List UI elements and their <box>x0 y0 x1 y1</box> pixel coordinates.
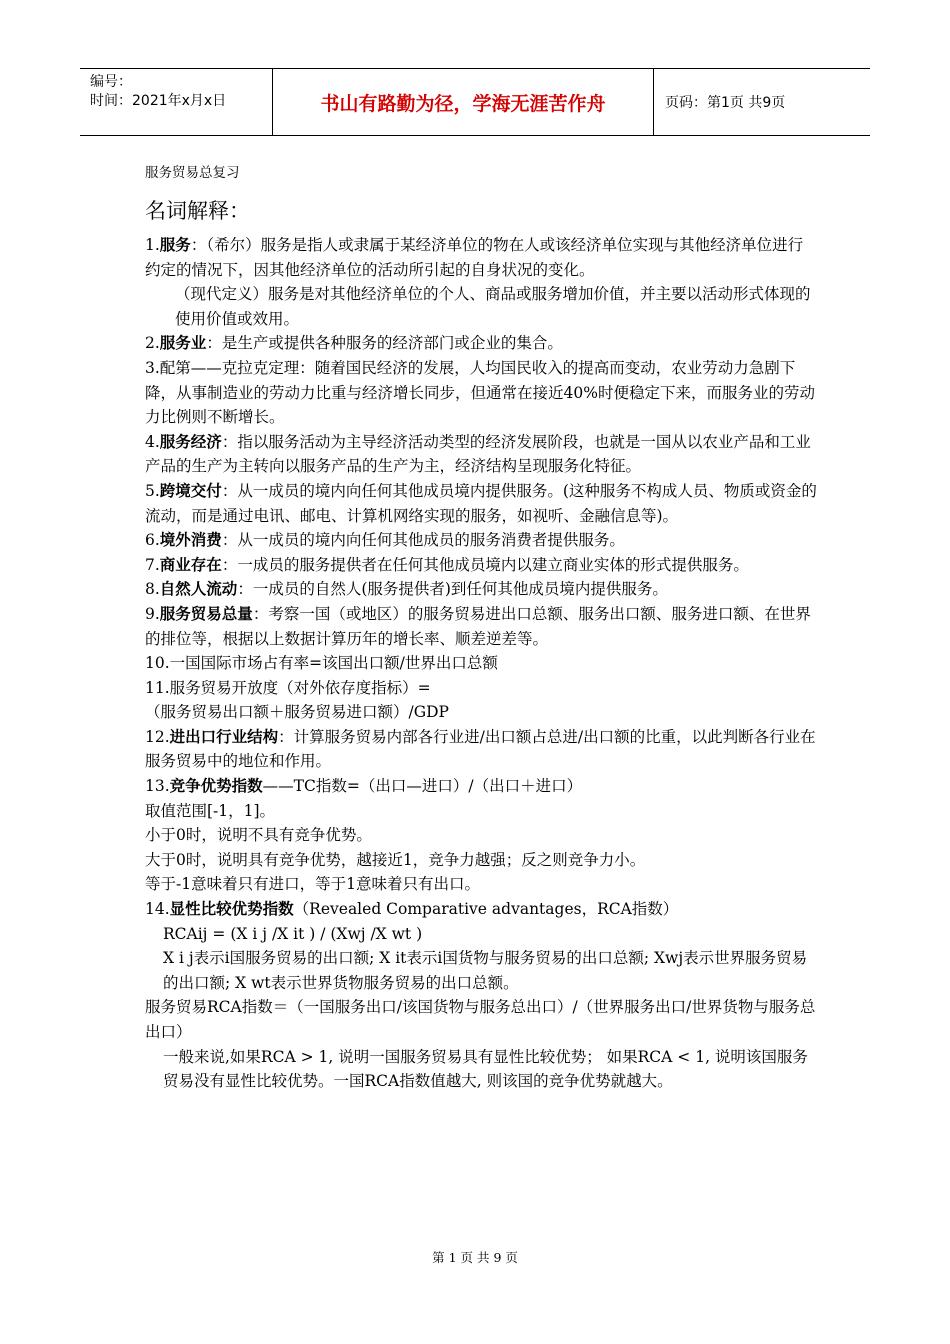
item-number: 7. <box>145 555 160 574</box>
item-number: 1. <box>145 236 160 254</box>
page-footer: 第 1 页 共 9 页 <box>432 1250 518 1265</box>
item-text: ：从一成员的境内向任何其他成员境内提供服务。(这种服务不构成人员、物质或资金的流动，而是通过电讯、邮电、计算机网络实现的服务，如视听、金融信息等)。 <box>145 481 817 525</box>
item-number: 5. <box>145 481 160 500</box>
item-14 <box>145 897 817 922</box>
document-title: 服务贸易总复习 <box>145 165 240 181</box>
item-text: ：指以服务活动为主导经济活动类型的经济发展阶段，也就是一国从以农业产品和工业产品的生产为主转向以服务产品的生产为主，经济结构呈现服务化特征。 <box>145 432 811 476</box>
item-text: ：从一成员的境内向任何其他成员的服务消费者提供服务。 <box>221 531 625 550</box>
item-1-modern: （现代定义）服务是对其他经济单位的个人、商品或服务增加价值，并主要以活动形式体现的使用价值或效用。 <box>175 285 811 328</box>
item-term: 显性比较优势指数 <box>169 899 294 919</box>
item-14-definitions: X i j表示i国服务贸易的出口额; X it表示i国货物与服务贸易的出口总额; Xwj表示世界服务贸易的出口额; X wt表示世界货物服务贸易的出口总额。 <box>163 949 808 992</box>
item-text: （Revealed Comparative advantages，RCA指数） <box>293 900 679 919</box>
item-text: ：考察一国（或地区）的服务贸易进出口总额、服务出口额、服务进口额、在世界的排位等，根据以上数据计算历年的增长率、顺差逆差等。 <box>145 604 811 648</box>
section-title: 名词解释： <box>145 199 250 223</box>
item-14-rca: 服务贸易RCA指数＝（一国服务出口/该国货物与服务总出口）/（世界服务出口/世界货物与服务总出口） <box>145 998 816 1041</box>
item-13-range: 取值范围[-1，1]。 <box>145 801 276 820</box>
item-number: 12. <box>145 727 170 746</box>
header-page-info: 页码：第1页 共9页 <box>665 95 786 111</box>
item-11: 11.服务贸易开放度（对外依存度指标）= <box>145 678 431 697</box>
item-number: 13. <box>145 777 170 796</box>
item-6 <box>145 528 817 553</box>
page-header <box>80 68 870 136</box>
item-term: 自然人流动 <box>159 579 238 599</box>
item-2 <box>145 331 817 356</box>
item-term: 服务经济 <box>159 431 222 451</box>
item-8 <box>145 577 817 602</box>
number-label: 编号： <box>90 74 132 90</box>
item-number: 2. <box>145 334 160 353</box>
item-13-less: 小于0时，说明不具有竞争优势。 <box>145 826 372 845</box>
item-13 <box>145 774 817 799</box>
item-number: 9. <box>145 604 160 623</box>
item-term: 服务业 <box>159 333 207 353</box>
item-7 <box>145 553 817 578</box>
item-text: ——TC指数=（出口—进口）/（出口＋进口） <box>262 777 583 796</box>
item-term: 服务 <box>159 235 191 254</box>
time-label: 时间：2021年x月x日 <box>90 93 227 109</box>
item-term: 商业存在 <box>159 554 222 574</box>
item-10: 10.一国国际市场占有率=该国出口额/世界出口总额 <box>145 654 498 673</box>
item-number: 8. <box>145 580 160 599</box>
item-14-general: 一般来说,如果RCA > 1, 说明一国服务贸易具有显性比较优势； 如果RCA < 1, 说明该国服务贸易没有显性比较优势。一国RCA指数值越大, 则该国的竞争优势就越大。 <box>163 1047 808 1091</box>
item-14-formula: RCAij = (X i j /X it ) / (Xwj /X wt ) <box>163 924 423 943</box>
item-text: ：计算服务贸易内部各行业进/出口额占总进/出口额的比重，以此判断各行业在服务贸易中的地位和作用。 <box>145 727 816 771</box>
item-term: 竞争优势指数 <box>169 776 263 796</box>
item-text: ：一成员的自然人(服务提供者)到任何其他成员境内提供服务。 <box>237 580 668 599</box>
item-3: 3.配第——克拉克定理：随着国民经济的发展，人均国民收入的提高而变动，农业劳动力急剧下降，从事制造业的劳动力比重与经济增长同步，但通常在接近40%时便稳定下来，而服务业的劳动力比例则不断增长。 <box>145 358 815 427</box>
item-number: 14. <box>145 900 170 919</box>
header-meta <box>90 73 226 111</box>
item-text: ：一成员的服务提供者在任何其他成员境内以建立商业实体的形式提供服务。 <box>221 555 749 574</box>
item-4 <box>145 430 817 479</box>
item-term: 进出口行业结构 <box>169 726 279 746</box>
item-text: ：是生产或提供各种服务的经济部门或企业的集合。 <box>206 334 563 353</box>
document-body <box>145 233 817 1094</box>
item-term: 服务贸易总量 <box>159 603 253 623</box>
item-number: 4. <box>145 432 160 451</box>
item-number: 6. <box>145 531 160 550</box>
item-11-formula: （服务贸易出口额＋服务贸易进口额）/GDP <box>145 703 449 722</box>
item-5 <box>145 479 817 528</box>
item-12 <box>145 725 817 774</box>
item-text: ：（希尔）服务是指人或隶属于某经济单位的物在人或该经济单位实现与其他经济单位进行约定的情况下，因其他经济单位的活动所引起的自身状况的变化。 <box>145 236 804 279</box>
item-9 <box>145 602 817 651</box>
item-13-equal: 等于-1意味着只有进口，等于1意味着只有出口。 <box>145 875 480 894</box>
item-term: 境外消费 <box>159 530 222 550</box>
item-13-greater: 大于0时，说明具有竞争优势，越接近1，竞争力越强；反之则竞争力小。 <box>145 850 646 869</box>
header-motto: 书山有路勤为径，学海无涯苦作舟 <box>272 69 654 135</box>
item-1 <box>145 233 817 282</box>
item-term: 跨境交付 <box>159 480 222 500</box>
